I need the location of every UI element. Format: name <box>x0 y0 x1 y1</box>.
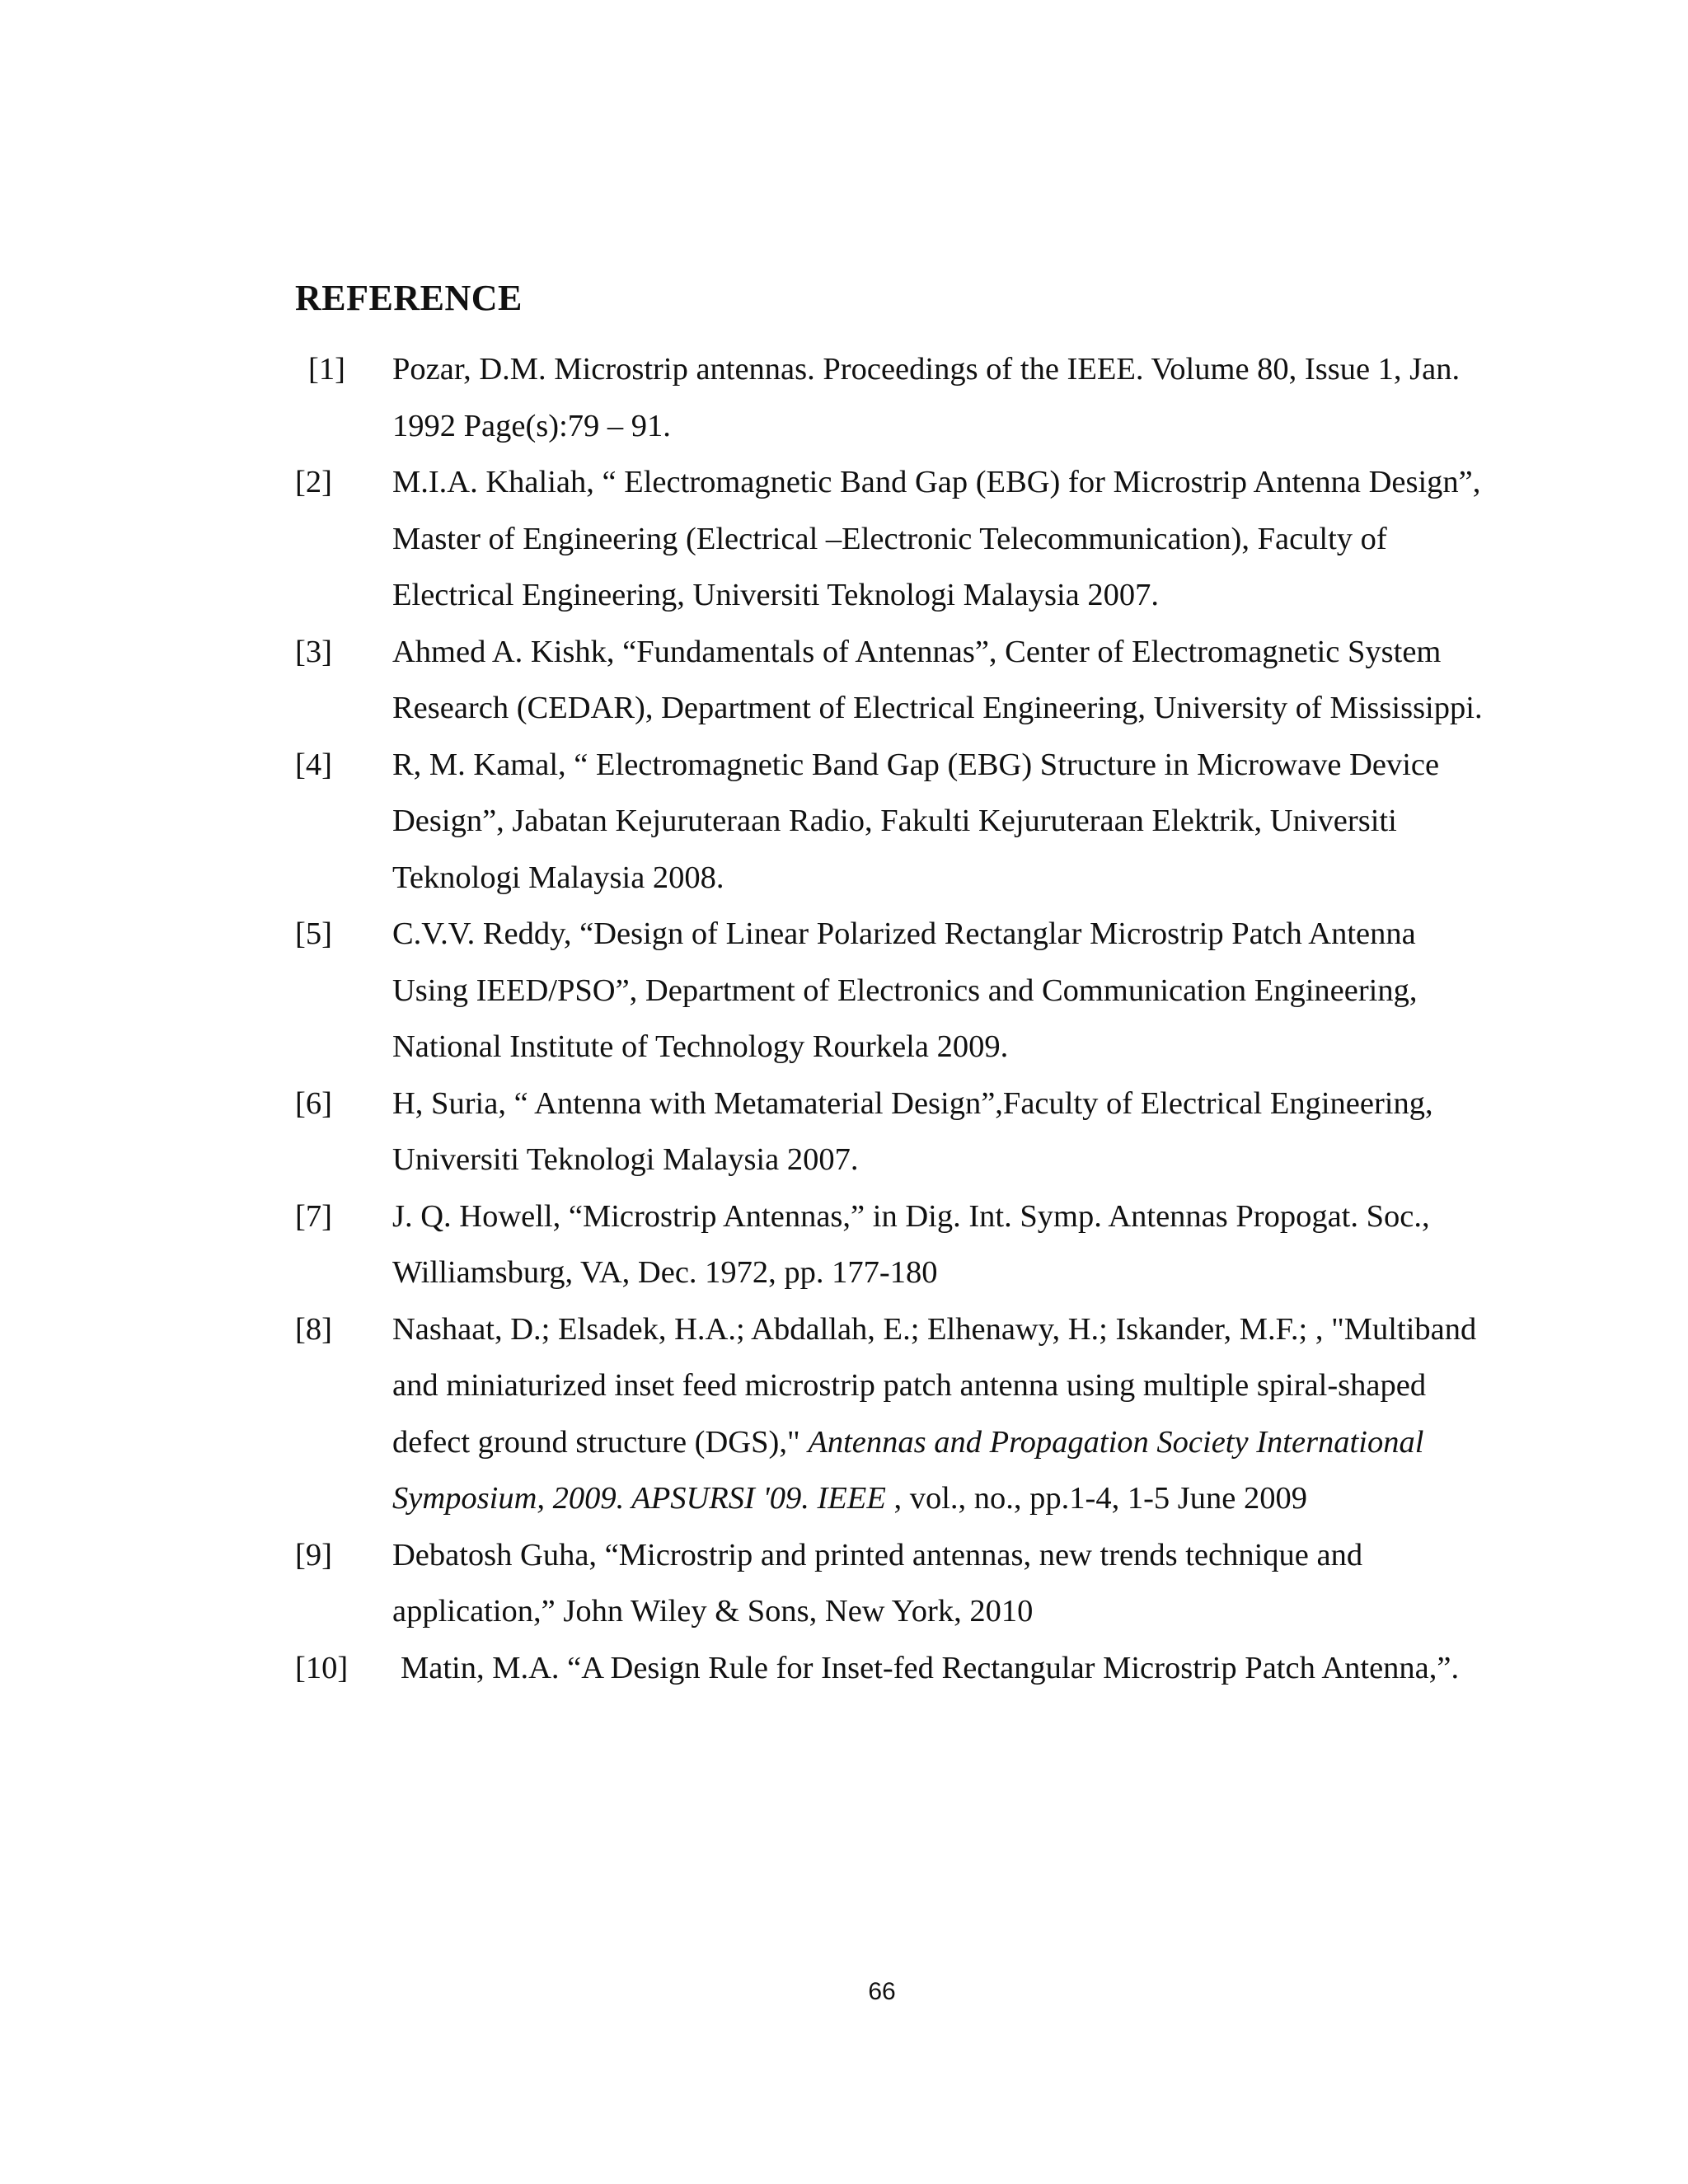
reference-number: [3] <box>295 634 332 669</box>
reference-text <box>392 1301 1490 1527</box>
page-number: 66 <box>868 1978 896 2005</box>
reference-item <box>295 454 1490 624</box>
reference-text-details: , vol., no., pp.1-4, 1-5 June 2009 <box>885 1481 1308 1516</box>
reference-number: [10] <box>295 1650 349 1685</box>
reference-text-venue: Antennas and Propagation Society International Symposium, 2009. APSURSI '09. IEEE <box>392 1424 1424 1516</box>
reference-text: Matin, M.A. “A Design Rule for Inset-fed Rectangular Microstrip Patch Antenna,”. <box>401 1650 1460 1685</box>
reference-item <box>295 1188 1490 1301</box>
reference-text: R, M. Kamal, “ Electromagnetic Band Gap (EBG) Structure in Microwave Device Design”, Jabatan Kejuruteraan Radio, Fakulti Kejuruteraan Elektrik, Universiti Teknologi Malaysia 2008. <box>392 747 1440 895</box>
reference-list <box>295 341 1490 1696</box>
reference-number: [2] <box>295 465 332 499</box>
reference-number: [4] <box>295 747 332 782</box>
references-heading: REFERENCE <box>295 278 523 318</box>
reference-item <box>295 1527 1490 1640</box>
reference-number: [5] <box>295 916 332 951</box>
reference-item <box>295 737 1490 907</box>
reference-item <box>295 1076 1490 1188</box>
reference-text-authors-title: Nashaat, D.; Elsadek, H.A.; Abdallah, E.; Elhenawy, H.; Iskander, M.F.; , "Multiband and miniaturized inset feed microstrip patch antenna using multiple spiral-shaped defect ground structure (DGS)," <box>392 1311 1477 1460</box>
reference-number: [9] <box>295 1537 332 1572</box>
reference-number: [8] <box>295 1311 332 1347</box>
reference-item <box>295 624 1490 737</box>
reference-item <box>295 1640 1490 1697</box>
reference-text: Ahmed A. Kishk, “Fundamentals of Antennas”, Center of Electromagnetic System Research (CEDAR), Department of Electrical Engineering, University of Mississippi. <box>392 634 1483 725</box>
reference-number: [1] <box>308 352 345 387</box>
reference-item <box>295 341 1490 454</box>
reference-text: Debatosh Guha, “Microstrip and printed antennas, new trends technique and application,” John Wiley & Sons, New York, 2010 <box>392 1537 1363 1629</box>
reference-text: M.I.A. Khaliah, “ Electromagnetic Band Gap (EBG) for Microstrip Antenna Design”, Master of Engineering (Electrical –Electronic Telecommunication), Faculty of Electrical Engineering, Universiti Teknologi Malaysia 2007. <box>392 465 1481 612</box>
reference-number: [6] <box>295 1085 332 1121</box>
reference-text: H, Suria, “ Antenna with Metamaterial Design”,Faculty of Electrical Engineering, Universiti Teknologi Malaysia 2007. <box>392 1085 1433 1177</box>
reference-text: J. Q. Howell, “Microstrip Antennas,” in Dig. Int. Symp. Antennas Propogat. Soc., Williamsburg, VA, Dec. 1972, pp. 177-180 <box>392 1198 1430 1290</box>
reference-number: [7] <box>295 1198 332 1234</box>
reference-text: C.V.V. Reddy, “Design of Linear Polarized Rectanglar Microstrip Patch Antenna Using IEED/PSO”, Department of Electronics and Communication Engineering, National Institute of Technology Rourkela 2009. <box>392 916 1418 1064</box>
reference-text: Pozar, D.M. Microstrip antennas. Proceedings of the IEEE. Volume 80, Issue 1, Jan. 1992 Page(s):79 – 91. <box>392 352 1461 443</box>
reference-item <box>295 1301 1490 1527</box>
reference-item <box>295 906 1490 1076</box>
